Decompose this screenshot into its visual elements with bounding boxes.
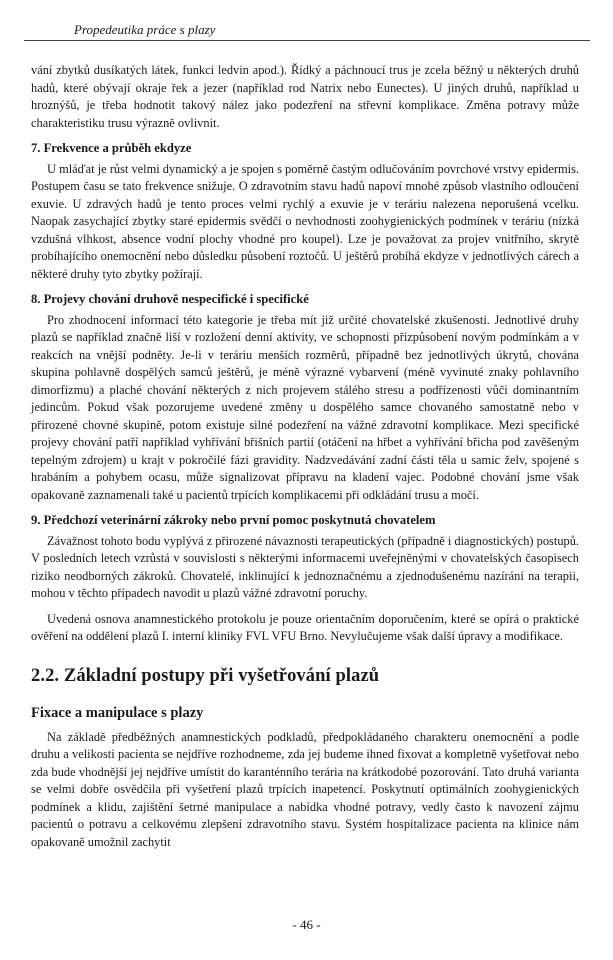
heading-fixace: Fixace a manipulace s plazy (31, 705, 204, 721)
paragraph-osnova: Uvedená osnova anamnestického protokolu je pouze orientačním doporučením, které se opírá o praktické ověření na oddělení plazů I. interní kliniky FVL VFU Brno. Nevylučujeme však další úpravy a modifikace. (31, 611, 579, 643)
paragraph-ekdyze: U mláďat je růst velmi dynamický a je spojen s poměrně častým odlučováním povrchové vrstvy epidermis. Postupem času se tato frekvence snižuje. O zdravotním stavu hadů napoví mnohé způsob vlastního odloučení exuvie. U zdravých hadů je tento proces velmi rychlý a exuvie je v teráriu nalezena neporušená vcelku. Naopak zasychající zbytky staré epidermis svědčí o nevhodnosti zoohygienických podmínek v teráriu (nízká vzdušná vlhkost, absence vodní plochy vhodné pro koupel). Lze je považovat za projev vnitřního, skrytě probíhajícího onemocnění nebo důsledku působení roztočů. U ještěrů probíhá ekdyze v jednotlivých cárech a některé druhy tyto zbytky požírají. (31, 161, 579, 281)
heading-projevy-chovani: 8. Projevy chování druhově nespecifické i specifické (31, 292, 309, 306)
heading-ekdyze: 7. Frekvence a průběh ekdyze (31, 141, 192, 155)
paragraph-predchozi-zakroky: Závažnost tohoto bodu vyplývá z přirozené návaznosti terapeutických (případně i diagnostických) postupů. V posledních letech vzrůstá v souvislosti s některými informacemi uveřejněnými v chovatelských časopisech riziko neodborných zákroků. Chovatelé, inklinující k jednoznačnému a zjednodušenému nazírání na terapii, mohou v těchto případech navodit u plazů vážné zdravotní poruchy. (31, 533, 579, 600)
header-rule (24, 40, 590, 41)
section-heading-2-2: 2.2. Základní postupy při vyšetřování plazů (31, 665, 380, 686)
paragraph-projevy-chovani: Pro zhodnocení informací této kategorie je třeba mít již určité chovatelské zkušenosti. Jednotlivé druhy plazů se například značně liší v rozložení denní aktivity, ve schopnosti přizpůsobení novým podmínkám a v reakcích na vnější podněty. Je-li v teráriu menších rozměrů, případně bez jednotlivých úkrytů, chována skupina pohlavně dospělých samců ještěrů, je méně výrazné vybarvení (méně vyvinuté znaky pohlavního dimorfizmu) a plaché chování některých z nich projevem stálého stresu a podřízenosti vůči dominantním jedincům. Pokud však pozorujeme uvedené změny u dospělého samce chovaného samostatně nebo v přirozené chovné skupině, potom existuje silné podezření na vážné zdravotní komplikace. Mezi specifické projevy chování patří například vyhřívání břišních partií (otáčení na hřbet a vyhřívání břicha pod zavěšeným tepelným zdrojem) u krajt v pokročilé fázi gravidity. Nadzvedávání zadní části těla u samic želv, spojené s hrabáním a pohybem ocasu, může signalizovat přípravu na kladení vajec. Podobné chování jsme však opakovaně zaznamenali také u pacientů trpících komplikacemi při odkládání trusu a močí. (31, 312, 579, 502)
running-title: Propedeutika práce s plazy (74, 22, 216, 37)
paragraph-continuation: vání zbytků dusíkatých látek, funkci ledvin apod.). Řídký a páchnoucí trus je zcela běžný u některých druhů hadů, které obývají okraje řek a jezer (například rod Natrix nebo Eunectes). U jiných druhů, například u hroznýšů, je třeba hodnotit takový nález jako podezření na střevní komplikace. Změna potravy může charakteristiku trusu výrazně ovlivnit. (31, 63, 579, 130)
page-header (24, 14, 590, 42)
heading-predchozi-zakroky: 9. Předchozí veterinární zákroky nebo první pomoc poskytnutá chovatelem (31, 513, 436, 527)
page-number: - 46 - (292, 917, 321, 932)
paragraph-fixace: Na základě předběžných anamnestických podkladů, předpokládaného charakteru onemocnění a podle druhu a velikosti pacienta se nejdříve rozhodneme, zda jej budeme ihned fixovat a kompletně vyšetřovat nebo zda bude vhodnější jej nejdříve umístit do karanténního terária na krátkodobé pozorování. Tato druhá varianta se velmi dobře osvědčila při vyšetření plazů trpících inapetencí. Poskytnutí optimálních zoohygienických podmínek a klidu, zajištění šetrné manipulace a nabídka vhodné potravy, vedly často k navození zájmu pacientů o potravu a celkovému zlepšení zdravotního stavu. Systém hospitalizace pacienta na klinice nám opakovaně umožnil zachytit (31, 729, 579, 849)
page-content (31, 62, 579, 851)
